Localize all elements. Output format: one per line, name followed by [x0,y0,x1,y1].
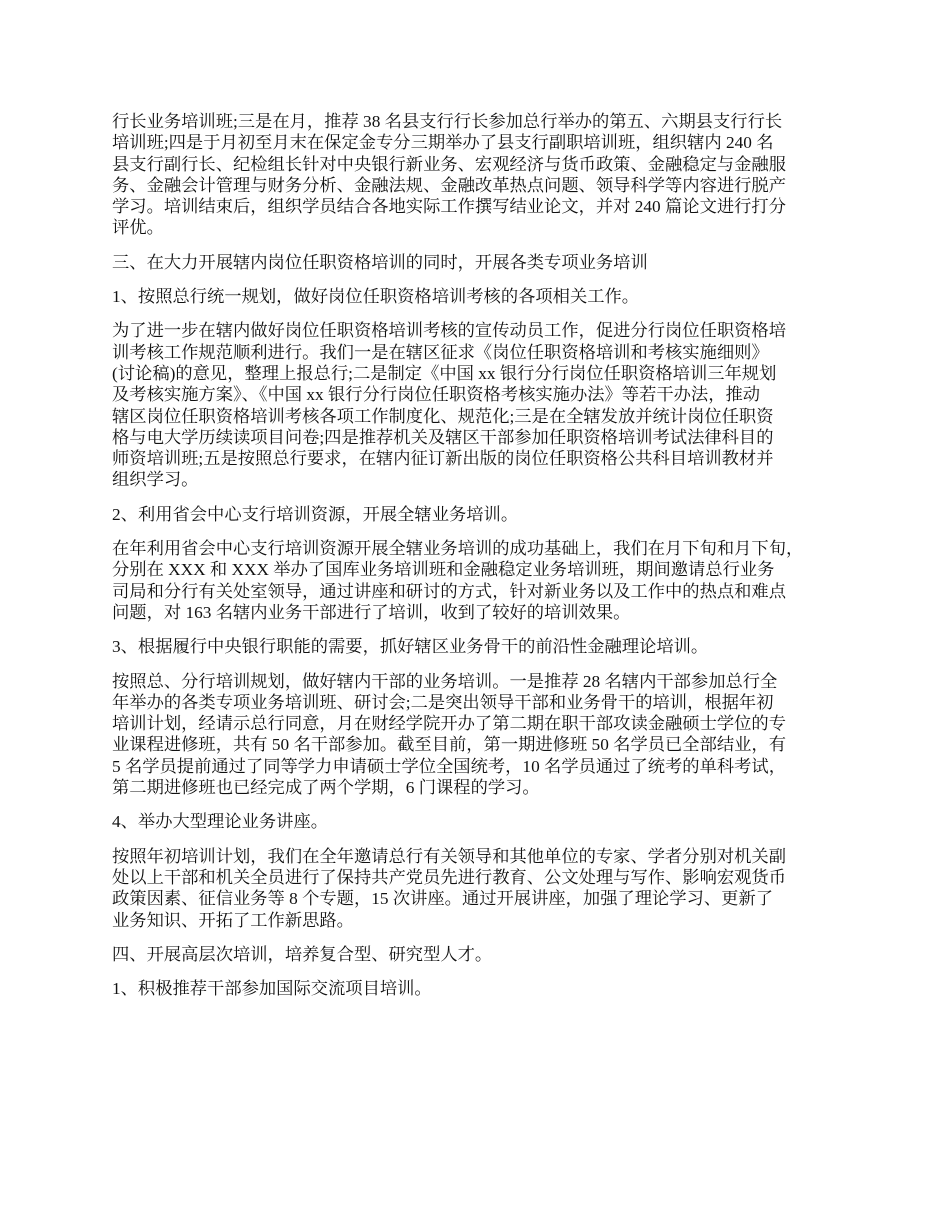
body-paragraph: 按照年初培训计划，我们在全年邀请总行有关领导和其他单位的专家、学者分别对机关副 处以上干部和机关全员进行了保持共产党员先进行教育、公文处理与写作、影响宏观货币 政策因素、征信业务等 8 个专题，15 次讲座。通过开展讲座，加强了理论学习、更新了 业务知识、开拓了工作新思路。 [112,846,786,930]
subsection-heading: 2、利用省会中心支行培训资源，开展全辖业务培训。 [112,504,519,524]
subsection-heading: 1、积极推荐干部参加国际交流项目培训。 [112,979,432,999]
section-heading: 三、在大力开展辖内岗位任职资格培训的同时，开展各类专项业务培训 [112,252,648,272]
body-paragraph: 行长业务培训班;三是在月，推荐 38 名县支行行长参加总行举办的第五、六期县支行行长 培训班;四是于月初至月末在保定金专分三期举办了县支行副职培训班，组织辖内 240 名 县支行副行长、纪检组长针对中央银行新业务、宏观经济与货币政策、金融稳定与金融服 务、金融会计管理与财务分析、金融法规、金融改革热点问题、领导科学等内容进行脱产 学习。培训结束后，组织学员结合各地实际工作撰写结业论文，并对 240 篇论文进行打分 评优。 [112,112,786,238]
section-heading: 四、开展高层次培训，培养复合型、研究型人才。 [112,944,493,964]
document-page [112,111,840,1012]
body-paragraph: 按照总、分行培训规划，做好辖内干部的业务培训。一是推荐 28 名辖内干部参加总行全 年举办的各类专项业务培训班、研讨会;二是突出领导干部和业务骨干的培训，根据年初 培训计划，经请示总行同意，月在财经学院开办了第二期在职干部攻读金融硕士学位的专 业课程进修班，共有 50 名干部参加。截至目前，第一期进修班 50 名学员已全部结业，有 5 名学员提前通过了同等学力申请硕士学位全国统考，10 名学员通过了统考的单科考试， 第二期进修班也已经完成了两个学期，6 门课程的学习。 [112,671,786,798]
subsection-heading: 3、根据履行中央银行职能的需要，抓好辖区业务骨干的前沿性金融理论培训。 [112,637,709,657]
body-paragraph: 在年利用省会中心支行培训资源开展全辖业务培训的成功基础上，我们在月下旬和月下旬， 分别在 XXX 和 XXX 举办了国库业务培训班和金融稳定业务培训班，期间邀请总行业务 司局和分行有关处室领导，通过讲座和研讨的方式，针对新业务以及工作中的热点和难点 问题，对 163 名辖内业务干部进行了培训，收到了较好的培训效果。 [112,539,804,622]
body-paragraph: 为了进一步在辖内做好岗位任职资格培训考核的宣传动员工作，促进分行岗位任职资格培 训考核工作规范顺利进行。我们一是在辖区征求《岗位任职资格培训和考核实施细则》 (讨论稿)的意见，整理上报总行;二是制定《中国 xx 银行分行岗位任职资格培训三年规划 及考核实施方案》、《中国 xx 银行分行岗位任职资格考核实施办法》等若干办法，推动 辖区岗位任职资格培训考核各项工作制度化、规范化;三是在全辖发放并统计岗位任职资 格与电大学历续读项目问卷;四是推荐机关及辖区干部参加任职资格培训考试法律科目的 师资培训班;五是按照总行要求，在辖内征订新出版的岗位任职资格公共科目培训教材并 组织学习。 [112,321,786,490]
subsection-heading: 1、按照总行统一规划，做好岗位任职资格培训考核的各项相关工作。 [112,287,640,307]
subsection-heading: 4、举办大型理论业务讲座。 [112,812,329,832]
